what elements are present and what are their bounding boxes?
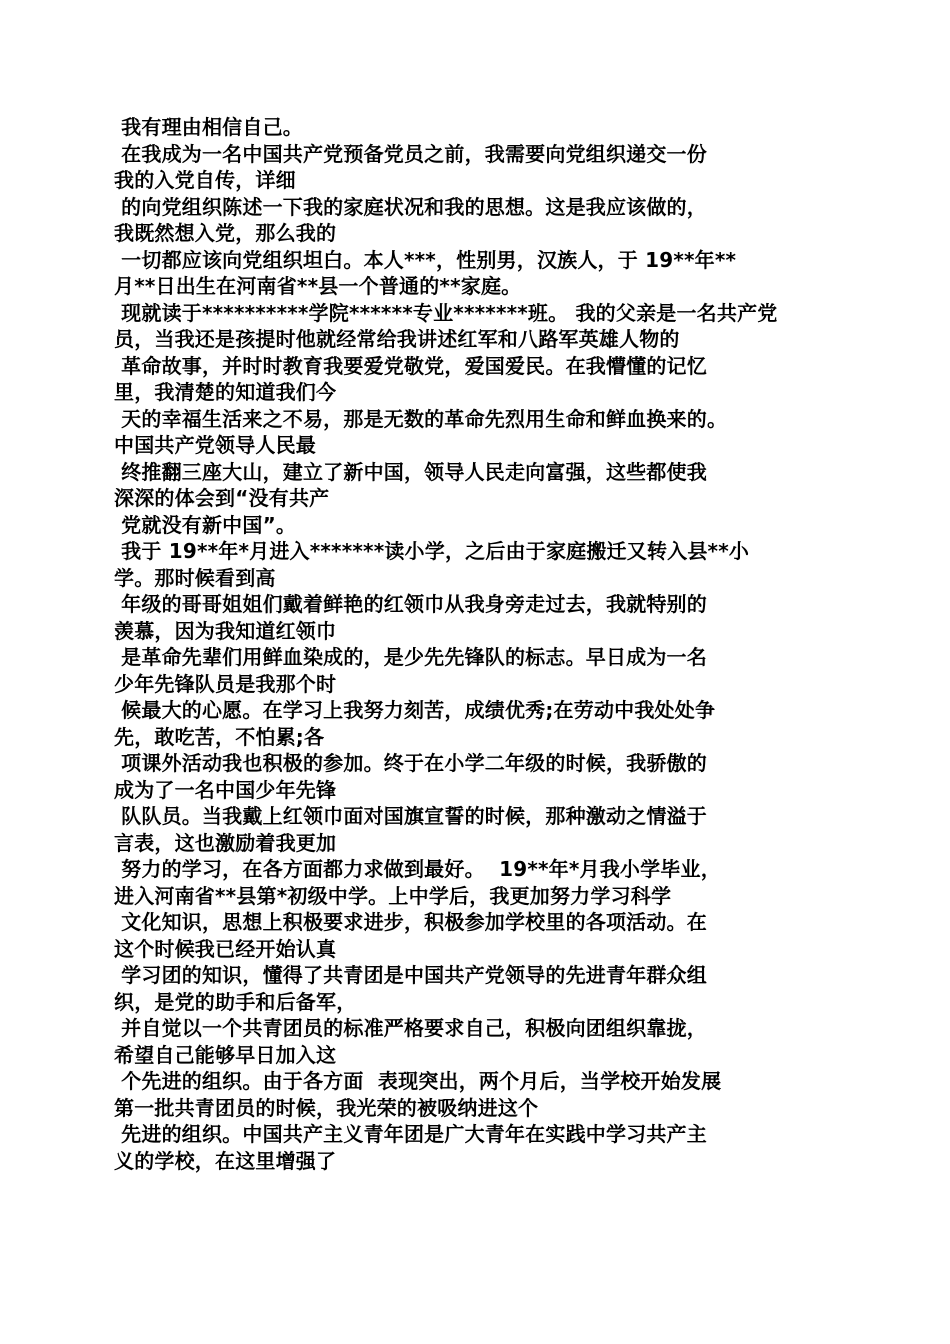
- text-line: 少年先锋队员是我那个时: [114, 671, 337, 696]
- text-line: 终推翻三座大山，建立了新中国，领导人民走向富强，这些都使我: [114, 459, 707, 484]
- text-line: 言表，这也激励着我更加: [114, 830, 337, 855]
- text-line: 的向党组织陈述一下我的家庭状况和我的思想。这是我应该做的，: [114, 194, 707, 219]
- text-line: 在我成为一名中国共产党预备党员之前，我需要向党组织递交一份: [114, 141, 707, 166]
- text-line: 是革命先辈们用鲜血染成的，是少先先锋队的标志。早日成为一名: [114, 645, 707, 669]
- text-line: 织，是党的助手和后备军，: [114, 989, 357, 1014]
- text-line: 候最大的心愿。在学习上我努力刻苦，成绩优秀;在劳动中我处处争: [114, 698, 716, 722]
- text-line: 个先进的组织。由于各方面 表现突出，两个月后，当学校开始发展: [114, 1069, 722, 1093]
- text-line: 这个时候我已经开始认真: [114, 936, 337, 961]
- text-line: 革命故事，并时时教育我要爱党敬党，爱国爱民。在我懵懂的记忆: [114, 353, 707, 378]
- text-line: 里，我清楚的知道我们今: [114, 380, 337, 404]
- text-line: 羡慕，因为我知道红领巾: [114, 618, 337, 643]
- text-line: 我的入党自传，详细: [114, 168, 296, 192]
- text-line: 一切都应该向党组织坦白。本人***，性别男，汉族人，于 19**年**: [114, 247, 737, 272]
- document-body: [114, 114, 844, 1174]
- text-line: 现就读于**********学院******专业*******班。 我的父亲是一名共产党: [114, 300, 778, 325]
- text-line: 文化知识，思想上积极要求进步，积极参加学校里的各项活动。在: [114, 910, 707, 934]
- text-line: 进入河南省**县第*初级中学。上中学后，我更加努力学习科学: [114, 883, 672, 908]
- text-line: 希望自己能够早日加入这: [114, 1042, 337, 1067]
- text-line: 学习团的知识，懂得了共青团是中国共产党领导的先进青年群众组: [114, 963, 707, 987]
- text-line: 我既然想入党，那么我的: [114, 221, 337, 245]
- text-line: 深深的体会到“没有共产: [114, 486, 330, 510]
- text-line: 义的学校，在这里增强了: [114, 1148, 337, 1173]
- text-line: 成为了一名中国少年先锋: [114, 777, 337, 802]
- text-line: 党就没有新中国”。: [114, 512, 297, 537]
- text-line: 第一批共青团员的时候，我光荣的被吸纳进这个: [114, 1095, 539, 1120]
- text-line: 学。那时候看到高: [114, 565, 276, 590]
- text-line: 队队员。当我戴上红领巾面对国旗宣誓的时候，那种激动之情溢于: [114, 804, 707, 828]
- text-line: 员，当我还是孩提时他就经常给我讲述红军和八路军英雄人物的: [114, 327, 680, 351]
- text-line: 我有理由相信自己。: [114, 115, 303, 139]
- text-line: 项课外活动我也积极的参加。终于在小学二年级的时候，我骄傲的: [114, 751, 707, 775]
- text-line: 并自觉以一个共青团员的标准严格要求自己，积极向团组织靠拢，: [114, 1016, 707, 1040]
- text-line: 年级的哥哥姐姐们戴着鲜艳的红领巾从我身旁走过去，我就特别的: [114, 592, 707, 616]
- text-line: 努力的学习，在各方面都力求做到最好。 19**年*月我小学毕业，: [114, 857, 721, 881]
- text-line: 我于 19**年*月进入*******读小学，之后由于家庭搬迁又转入县**小: [114, 539, 750, 563]
- text-line: 先进的组织。中国共产主义青年团是广大青年在实践中学习共产主: [114, 1122, 707, 1146]
- text-line: 月**日出生在河南省**县一个普通的**家庭。: [114, 274, 522, 298]
- text-line: 先，敢吃苦，不怕累;各: [114, 724, 325, 749]
- text-line: 天的幸福生活来之不易，那是无数的革命先烈用生命和鲜血换来的。: [114, 406, 728, 431]
- text-line: 中国共产党领导人民最: [114, 433, 316, 457]
